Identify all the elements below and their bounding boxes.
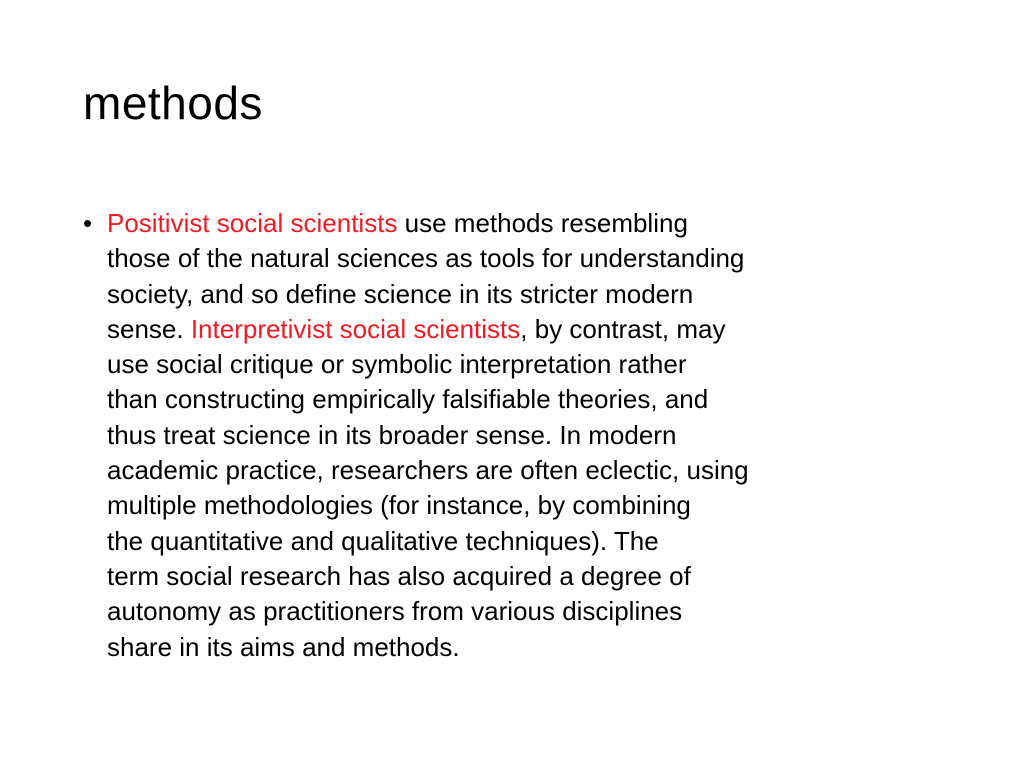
bullet-line bbox=[107, 277, 948, 312]
bullet-line bbox=[107, 630, 948, 665]
bullet-line bbox=[107, 347, 948, 382]
bullet-line bbox=[107, 418, 948, 453]
text-segment: multiple methodologies (for instance, by combining bbox=[107, 490, 691, 521]
text-segment: those of the natural sciences as tools for understanding bbox=[107, 243, 745, 274]
text-segment: use social critique or symbolic interpretation rather bbox=[107, 349, 687, 380]
text-segment: than constructing empirically falsifiable theories, and bbox=[107, 384, 709, 415]
bullet-line bbox=[107, 206, 948, 241]
text-segment: society, and so define science in its stricter modern bbox=[107, 278, 694, 309]
bullet-line bbox=[107, 559, 948, 594]
bullet-list bbox=[83, 206, 948, 665]
bullet-line bbox=[107, 241, 948, 276]
bullet-dot-icon: • bbox=[83, 208, 93, 238]
highlighted-term: Positivist social scientists bbox=[107, 208, 398, 238]
bullet-line bbox=[107, 488, 948, 523]
text-segment: academic practice, researchers are often eclectic, using bbox=[107, 455, 749, 486]
bullet-item bbox=[83, 206, 948, 665]
bullet-line bbox=[107, 453, 948, 488]
bullet-line bbox=[107, 312, 948, 347]
bullet-line bbox=[107, 524, 948, 559]
text-segment: use methods resembling bbox=[397, 208, 688, 238]
slide-title: methods bbox=[83, 77, 263, 129]
text-segment: thus treat science in its broader sense. In modern bbox=[107, 419, 677, 450]
text-segment: sense. bbox=[107, 313, 191, 344]
highlighted-term: Interpretivist social scientists bbox=[190, 313, 521, 344]
bullet-line bbox=[107, 594, 948, 629]
text-segment: the quantitative and qualitative techniques). The bbox=[107, 525, 659, 556]
text-segment: share in its aims and methods. bbox=[107, 631, 460, 662]
bullet-line bbox=[107, 382, 948, 417]
text-segment: autonomy as practitioners from various disciplines bbox=[107, 596, 683, 627]
text-segment: , by contrast, may bbox=[520, 313, 726, 344]
bullet-text bbox=[107, 206, 948, 665]
text-segment: term social research has also acquired a degree of bbox=[107, 560, 691, 591]
